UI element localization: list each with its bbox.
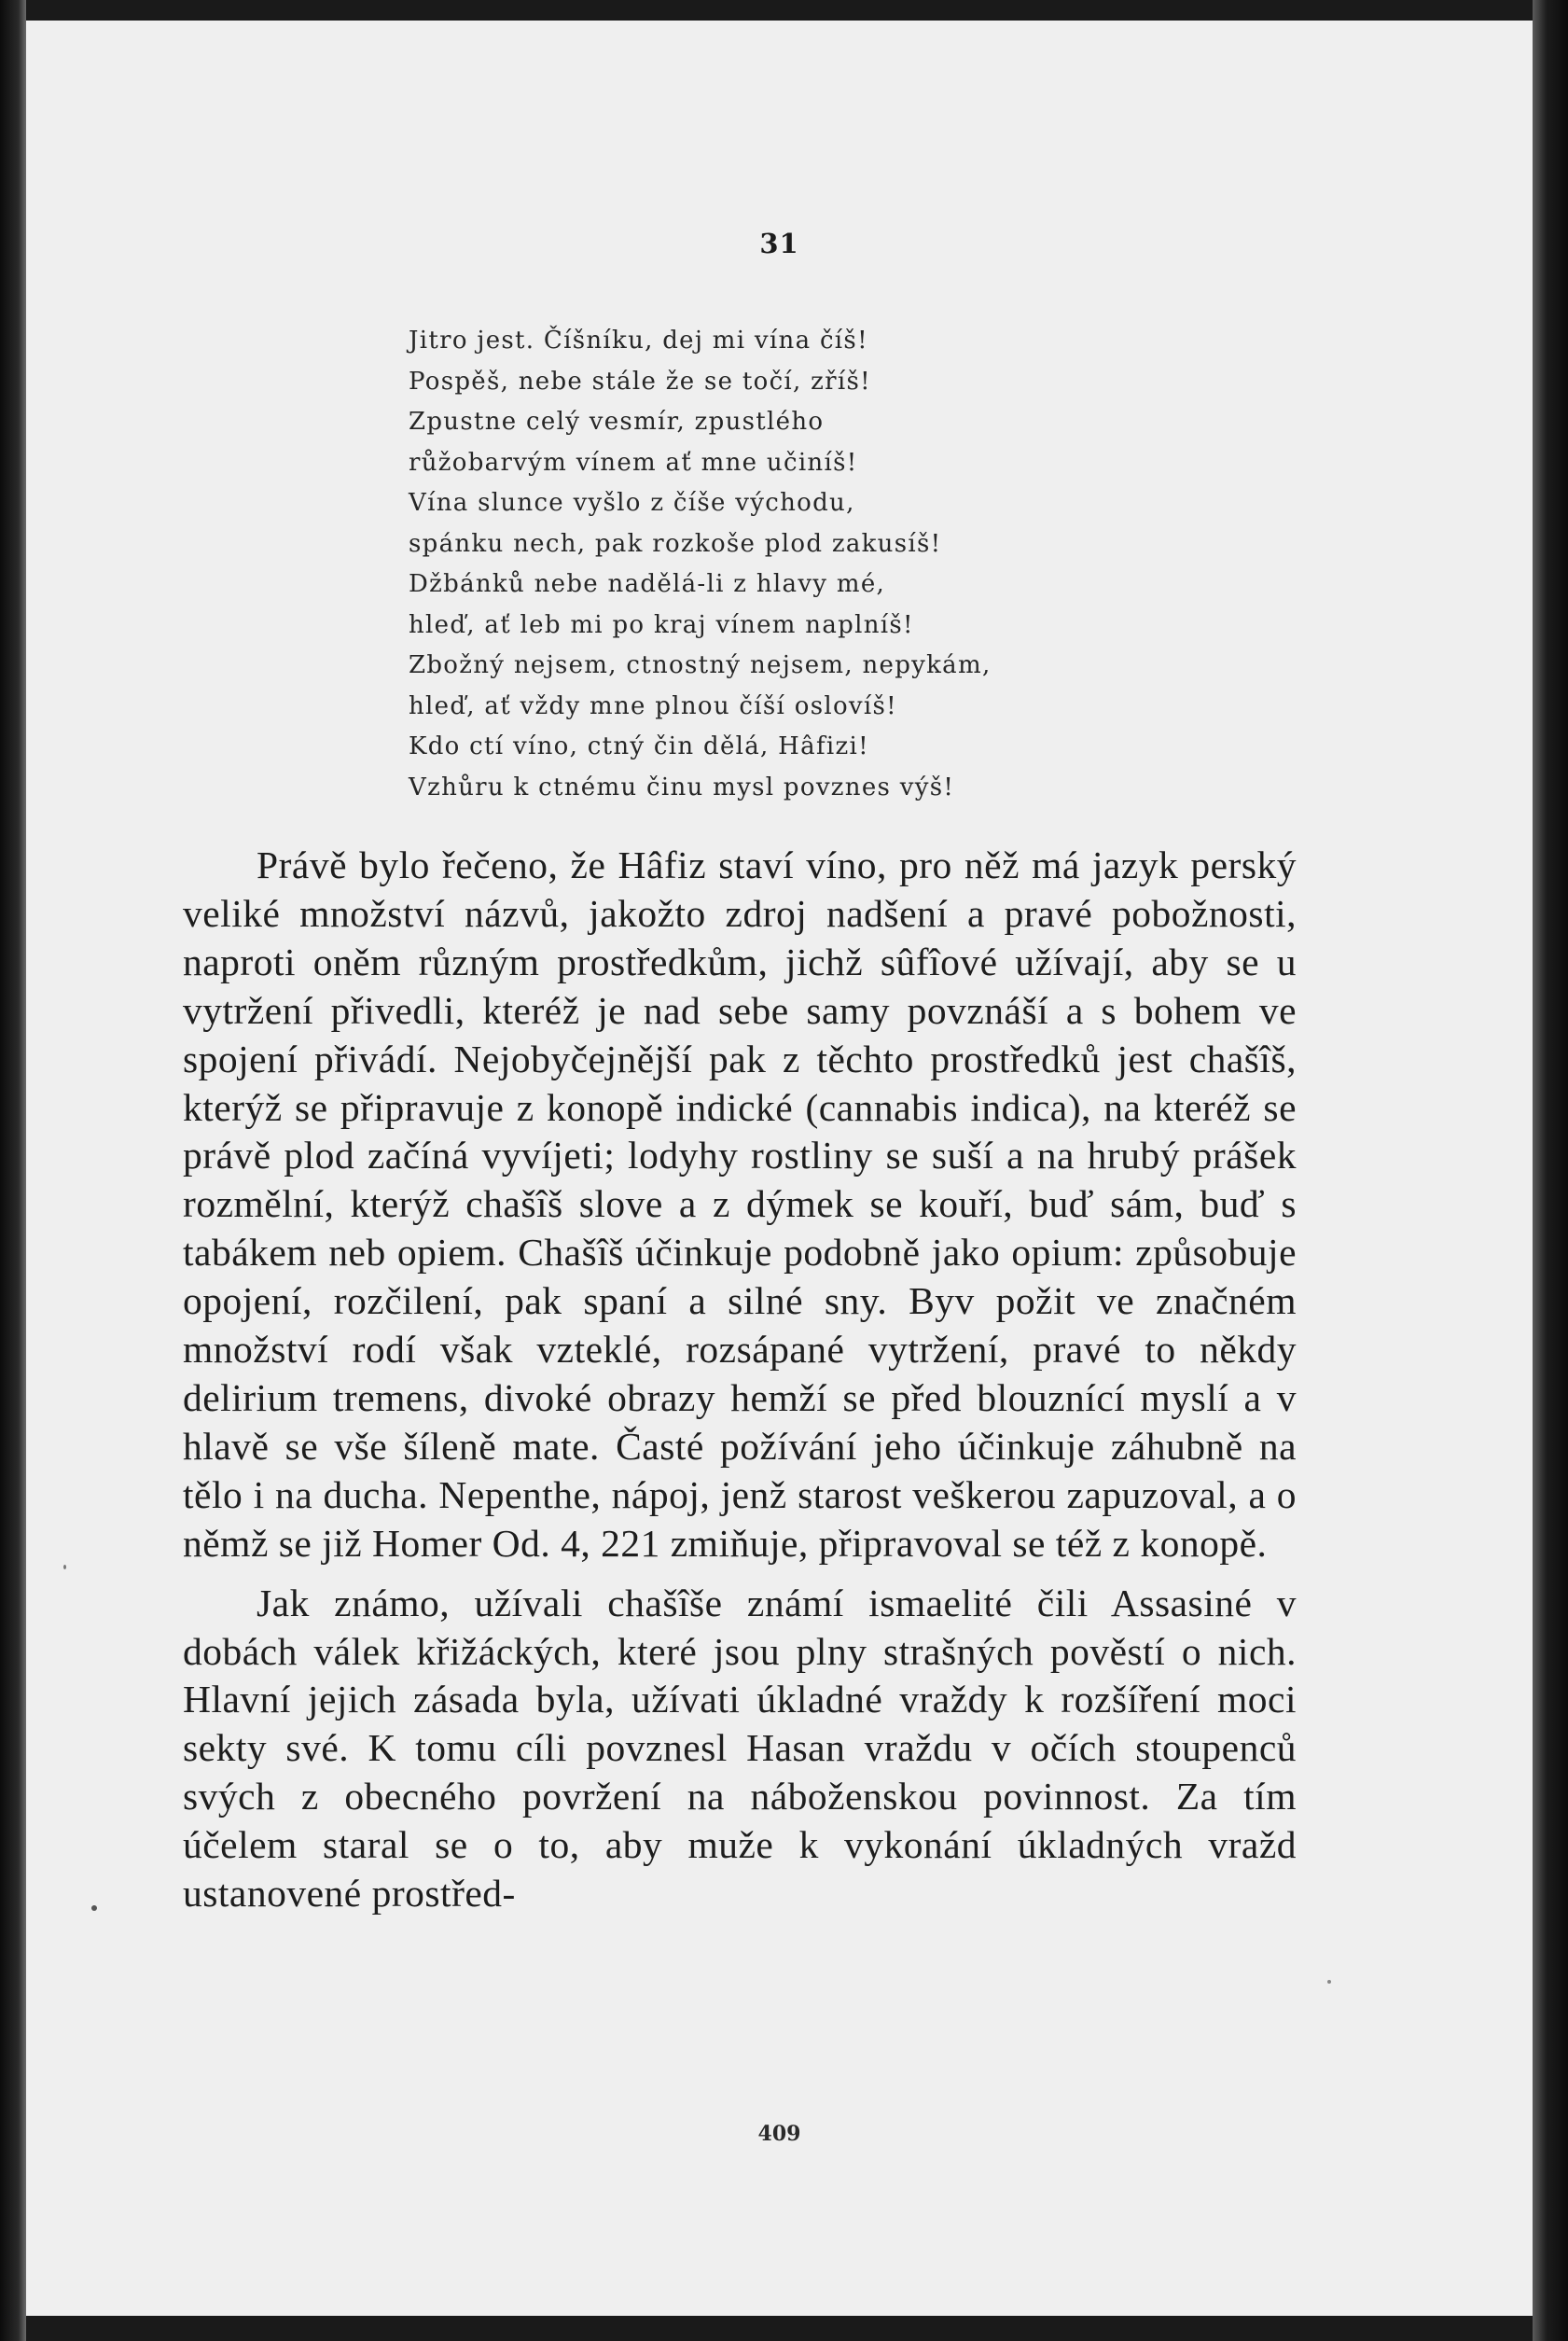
scan-speck xyxy=(1327,1980,1331,1984)
poem-line: Džbánků nebe nadělá-li z hlavy mé, xyxy=(409,570,886,598)
prose-body xyxy=(183,842,1297,1918)
poem-line: hleď, ať vždy mne plnou číší oslovíš! xyxy=(409,691,897,720)
book-page xyxy=(26,21,1533,2316)
printer-signature-mark: 409 xyxy=(757,2122,801,2146)
scan-speck xyxy=(91,1905,97,1911)
poem-line: hleď, ať leb mi po kraj vínem naplníš! xyxy=(409,610,914,639)
poem-line: Zbožný nejsem, ctnostný nejsem, nepykám, xyxy=(409,651,992,679)
paragraph: Právě bylo řečeno, že Hâfiz staví víno, pro něž má jazyk perský veliké množství názvů, jakožto zdroj nadšení a pravé pobožnosti, naproti oněm různým prostředkům, jichž sûfîové užívají, aby se u vytržení přivedli, kteréž je nad sebe samy povznáší a s bohem ve spojení přivádí. Nejobyčejnější pak z těchto prostředků jest chašîš, kterýž se připravuje z konopě indické (cannabis indica), na kteréž se právě plod začíná vyvíjeti; lodyhy rostliny se suší a na hrubý prášek rozmělní, kterýž chašîš slove a z dýmek se kouří, buď sám, buď s tabákem neb opiem. Chašîš účinkuje podobně jako opium: způsobuje opojení, rozčilení, pak spaní a silné sny. Byv požit ve značném množství rodí však vzteklé, rozsápané vytržení, pravé to někdy delirium tremens, divoké obrazy hemží se před blouznící myslí a v hlavě se vše šíleně mate. Časté požívání jeho účinkuje záhubně na tělo i na ducha. Nepenthe, nápoj, jenž starost veškerou zapuzoval, a o němž se již Homer Od. 4, 221 zmiňuje, připravoval se též z konopě. xyxy=(183,843,1297,1565)
poem-line: Pospěš, nebe stále že se točí, zříš! xyxy=(409,367,871,396)
scan-right-edge xyxy=(1533,0,1568,2341)
poem-line: Zpustne celý vesmír, zpustlého xyxy=(409,408,825,436)
scan-left-edge xyxy=(0,0,26,2341)
poem-line: Vína slunce vyšlo z číše východu, xyxy=(409,489,855,517)
page-number: 31 xyxy=(759,228,799,259)
scan-speck xyxy=(63,1565,66,1569)
poem-line: Jitro jest. Číšníku, dej mi vína číš! xyxy=(409,327,868,355)
poem-line: spánku nech, pak rozkoše plod zakusíš! xyxy=(409,529,942,558)
poem-line: růžobarvým vínem ať mne učiníš! xyxy=(409,448,858,477)
paragraph: Jak známo, užívali chašîše známí ismaelité čili Assasiné v dobách válek křižáckých, které jsou plny strašných pověstí o nich. Hlavní jejich zásada byla, užívati úkladné vraždy k rozšíření moci sekty své. K tomu cíli povznesl Hasan vraždu v očích stoupenců svých z obecného povržení na náboženskou povinnost. Za tím účelem staral se o to, aby muže k vykonání úkladných vražd ustanovené prostřed- xyxy=(183,1581,1297,1916)
poem-line: Vzhůru k ctnému činu mysl povznes výš! xyxy=(409,773,955,801)
poem-line: Kdo ctí víno, ctný čin dělá, Hâfizi! xyxy=(409,732,869,760)
poem-block xyxy=(409,321,992,808)
